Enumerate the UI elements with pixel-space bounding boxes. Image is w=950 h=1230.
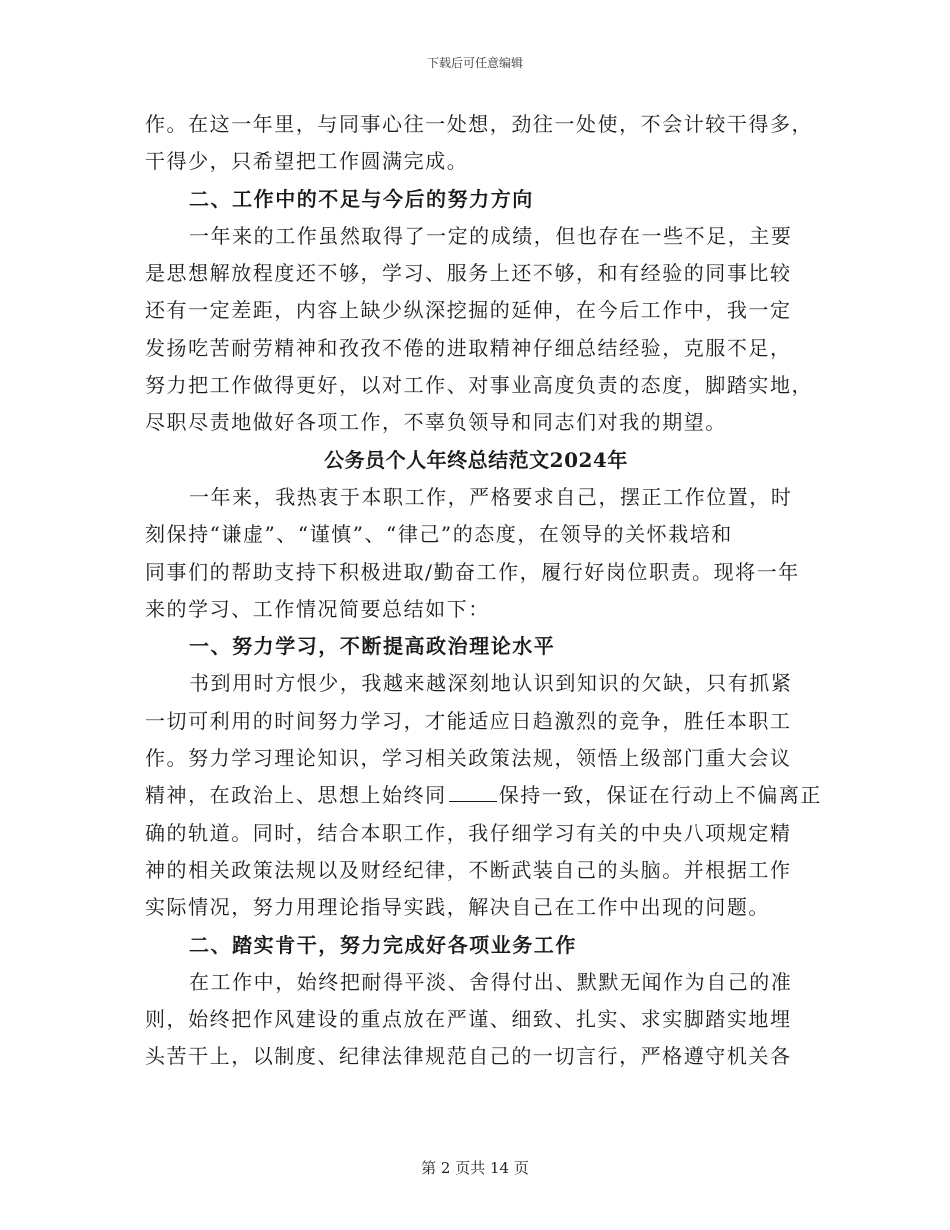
body-line: 则，始终把作风建设的重点放在严谨、细致、扎实、求实脚踏实地埋 <box>145 1007 792 1032</box>
body-line: 一年来的工作虽然取得了一定的成绩，但也存在一些不足，主要 <box>189 223 793 248</box>
body-line: 发扬吃苦耐劳精神和孜孜不倦的进取精神仔细总结经验，克服不足， <box>145 335 792 360</box>
body-line: 在工作中，始终把耐得平淡、舍得付出、默默无闻作为自己的准 <box>189 969 793 994</box>
body-line: 还有一定差距，内容上缺少纵深挖掘的延伸，在今后工作中，我一定 <box>145 298 792 323</box>
section-heading: 一、努力学习，不断提高政治理论水平 <box>189 634 556 659</box>
body-line-part: 精神，在政治上、思想上始终同 <box>145 783 447 808</box>
article-title: 公务员个人年终总结范文2024年 <box>324 447 628 472</box>
body-line: 尽职尽责地做好各项工作，不辜负领导和同志们对我的期望。 <box>145 410 727 435</box>
body-line: 书到用时方恨少，我越来越深刻地认识到知识的欠缺，只有抓紧 <box>189 671 793 696</box>
body-line: 作。努力学习理论知识，学习相关政策法规，领悟上级部门重大会议 <box>145 746 792 771</box>
body-line-with-blank <box>145 777 822 814</box>
body-line: 实际情况，努力用理论指导实践，解决自己在工作中出现的问题。 <box>145 895 770 920</box>
page-footer: 第 2 页共 14 页 <box>421 1159 529 1177</box>
body-line: 努力把工作做得更好，以对工作、对事业高度负责的态度，脚踏实地， <box>145 373 814 398</box>
body-line: 确的轨道。同时，结合本职工作，我仔细学习有关的中央八项规定精 <box>145 820 792 845</box>
body-line: 头苦干上，以制度、纪律法律规范自己的一切言行，严格遵守机关各 <box>145 1044 792 1069</box>
body-line: 刻保持“谦虚”、“谨慎”、“律己”的态度，在领导的关怀栽培和 <box>145 522 733 547</box>
body-line: 干得少，只希望把工作圆满完成。 <box>145 149 469 174</box>
body-line: 同事们的帮助支持下积极进取/勤奋工作，履行好岗位职责。现将一年 <box>145 559 800 584</box>
body-line: 神的相关政策法规以及财经纪律，不断武装自己的头脑。并根据工作 <box>145 857 792 882</box>
body-line: 来的学习、工作情况简要总结如下： <box>145 596 490 621</box>
body-line-part: 保持一致，保证在行动上不偏离正 <box>498 783 822 808</box>
section-heading: 二、踏实肯干，努力完成好各项业务工作 <box>189 932 577 957</box>
body-line: 一年来，我热衷于本职工作，严格要求自己，摆正工作位置，时 <box>189 484 793 509</box>
body-line: 一切可利用的时间努力学习，才能适应日趋激烈的竞争，胜任本职工 <box>145 708 792 733</box>
section-heading: 二、工作中的不足与今后的努力方向 <box>189 186 534 211</box>
body-line: 作。在这一年里，与同事心往一处想，劲往一处使，不会计较干得多， <box>145 112 814 136</box>
fill-in-blank <box>449 800 497 802</box>
body-line: 是思想解放程度还不够，学习、服务上还不够，和有经验的同事比较 <box>145 261 792 286</box>
document-body <box>145 106 822 1076</box>
page-header: 下载后可任意编辑 <box>426 56 523 70</box>
